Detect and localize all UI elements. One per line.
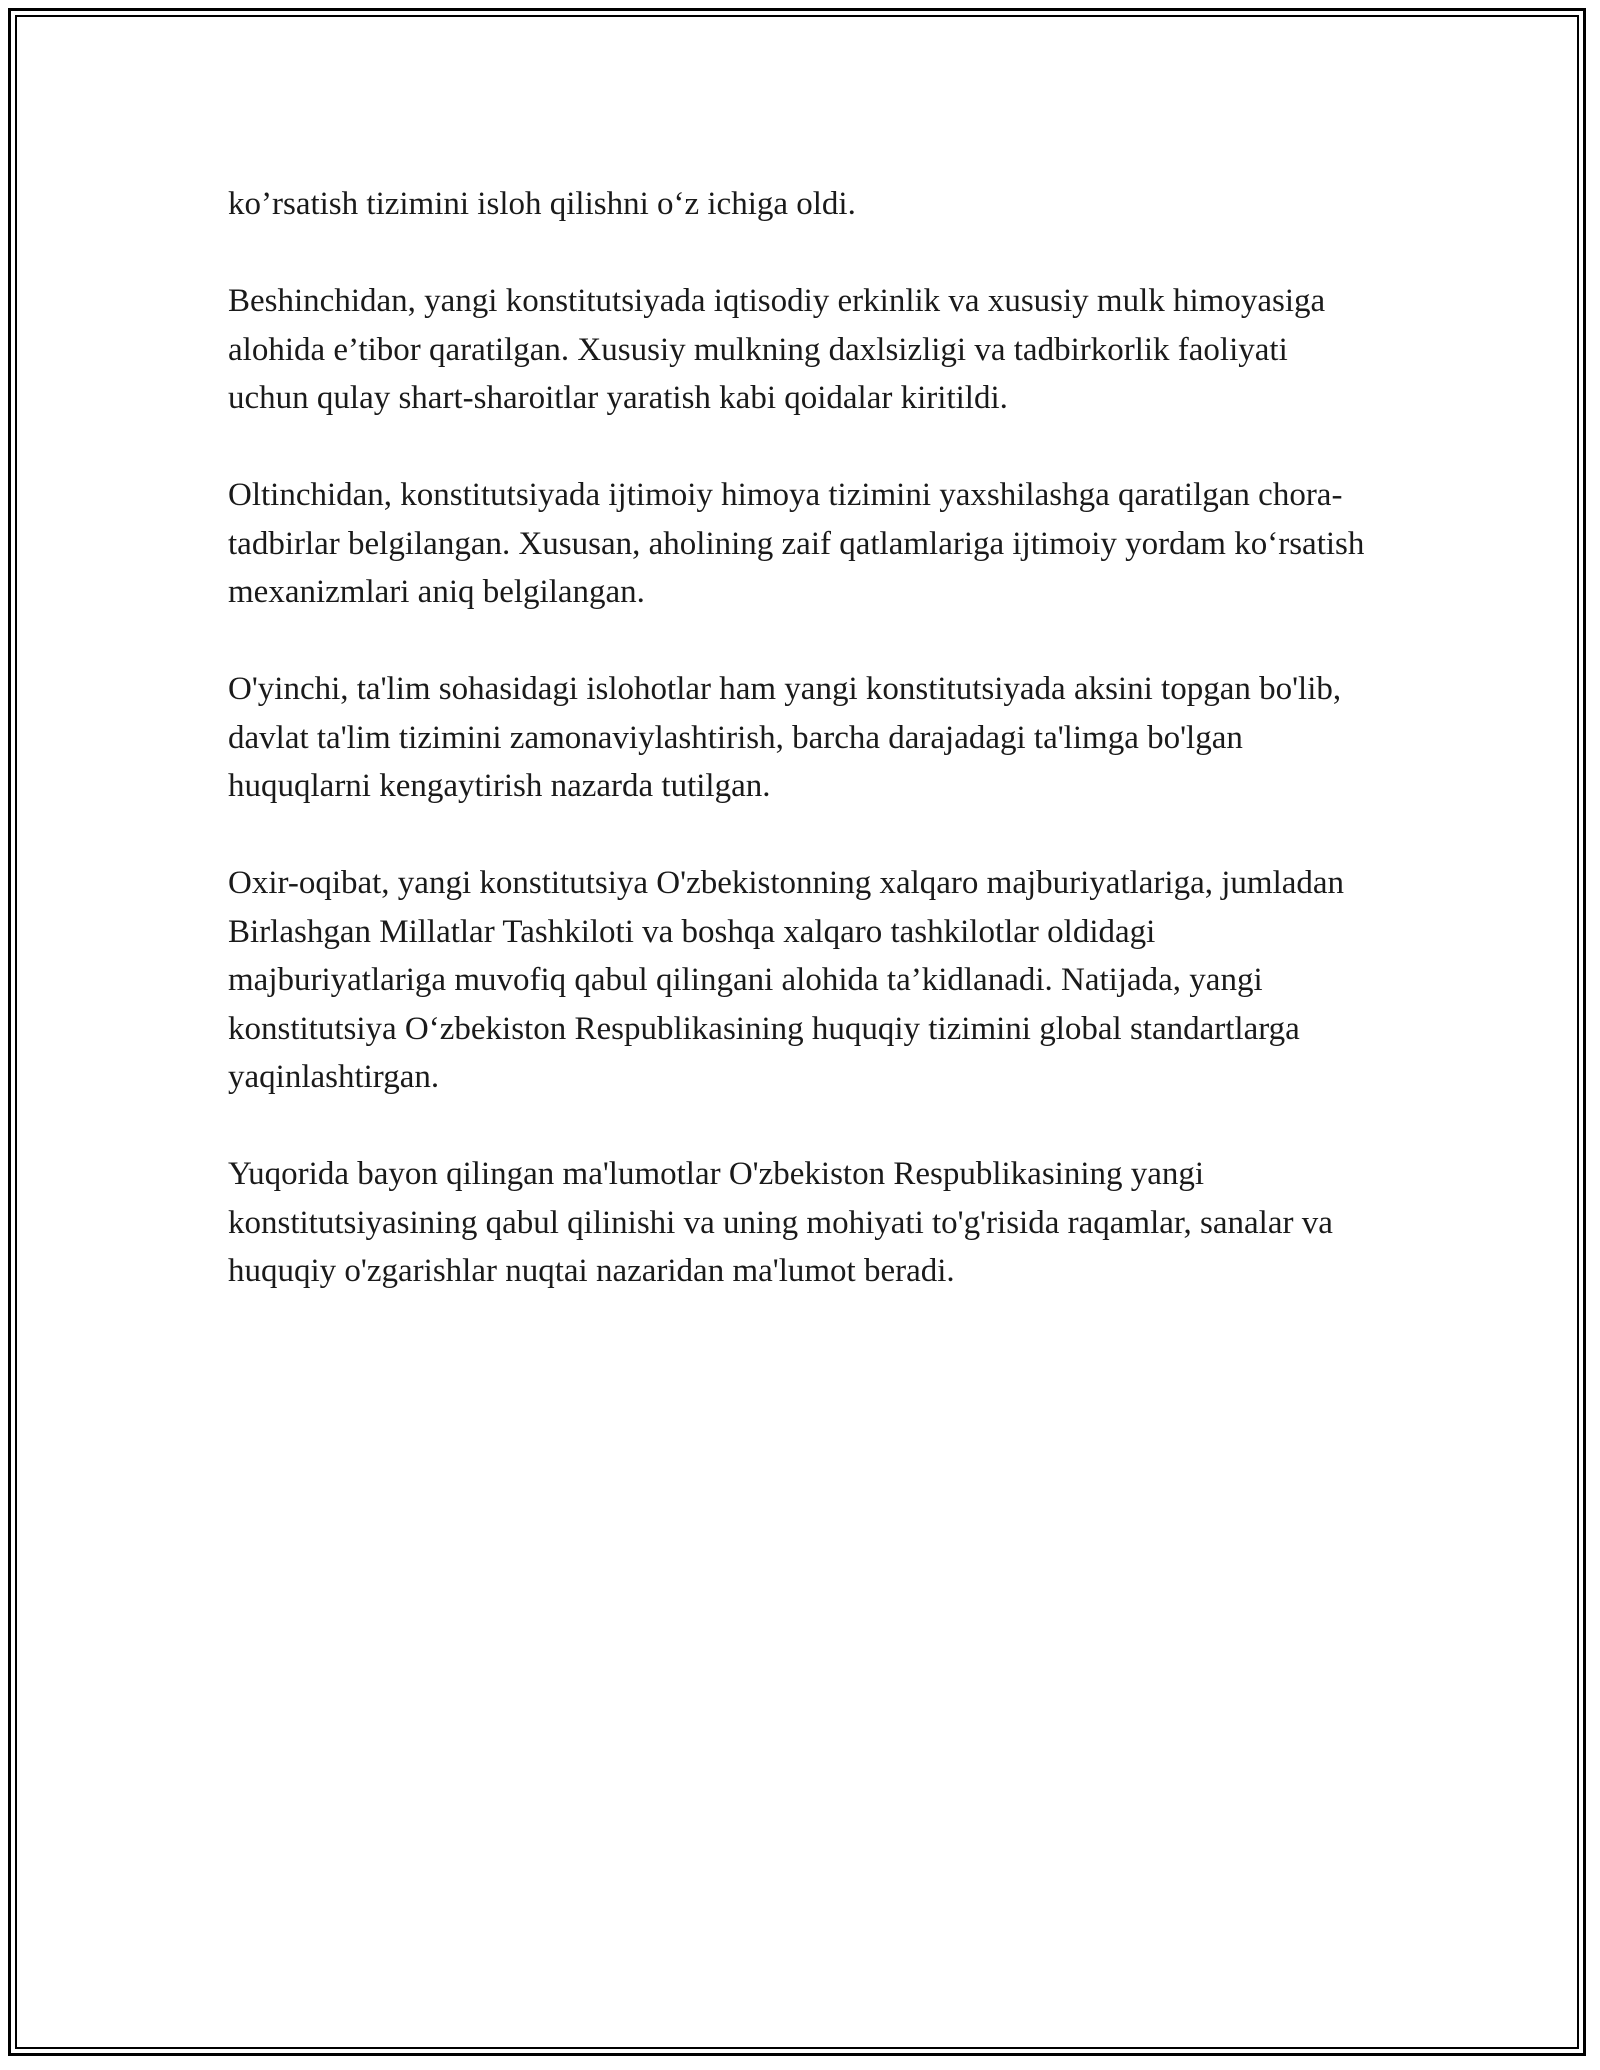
paragraph-economic-freedom: Beshinchidan, yangi konstitutsiyada iqtisodiy erkinlik va xususiy mulk himoyasiga alohida e’tibor qaratilgan. Xususiy mulkning daxlsizligi va tadbirkorlik faoliyati uchun qulay shart-sharoitlar yaratish kabi qoidalar kiritildi. — [228, 283, 1326, 416]
document-body — [228, 180, 1368, 1344]
paragraph-international-obligations: Oxir-oqibat, yangi konstitutsiya O'zbekistonning xalqaro majburiyatlariga, jumladan Birlashgan Millatlar Tashkiloti va boshqa xalqaro tashkilotlar oldidagi majburiyatlariga muvofiq qabul qilingani alohida ta’kidlanadi. Natijada, yangi konstitutsiya O‘zbekiston Respublikasining huquqiy tizimini global standartlarga yaqinlashtirgan. — [228, 865, 1345, 1095]
paragraph-education-reforms: O'yinchi, ta'lim sohasidagi islohotlar ham yangi konstitutsiyada aksini topgan bo'lib, davlat ta'lim tizimini zamonaviylashtirish, barcha darajadagi ta'limga bo'lgan huquqlarni kengaytirish nazarda tutilgan. — [228, 671, 1342, 804]
paragraph-continuation: ko’rsatish tizimini isloh qilishni o‘z ichiga oldi. — [228, 186, 856, 222]
paragraph-summary: Yuqorida bayon qilingan ma'lumotlar O'zbekiston Respublikasining yangi konstitutsiyasining qabul qilinishi va uning mohiyati to'g'risida raqamlar, sanalar va huquqiy o'zgarishlar nuqtai nazaridan ma'lumot beradi. — [228, 1156, 1333, 1289]
paragraph-social-protection: Oltinchidan, konstitutsiyada ijtimoiy himoya tizimini yaxshilashga qaratilgan chora-tadbirlar belgilangan. Xususan, aholining zaif qatlamlariga ijtimoiy yordam ko‘rsatish mexanizmlari aniq belgilangan. — [228, 477, 1365, 610]
